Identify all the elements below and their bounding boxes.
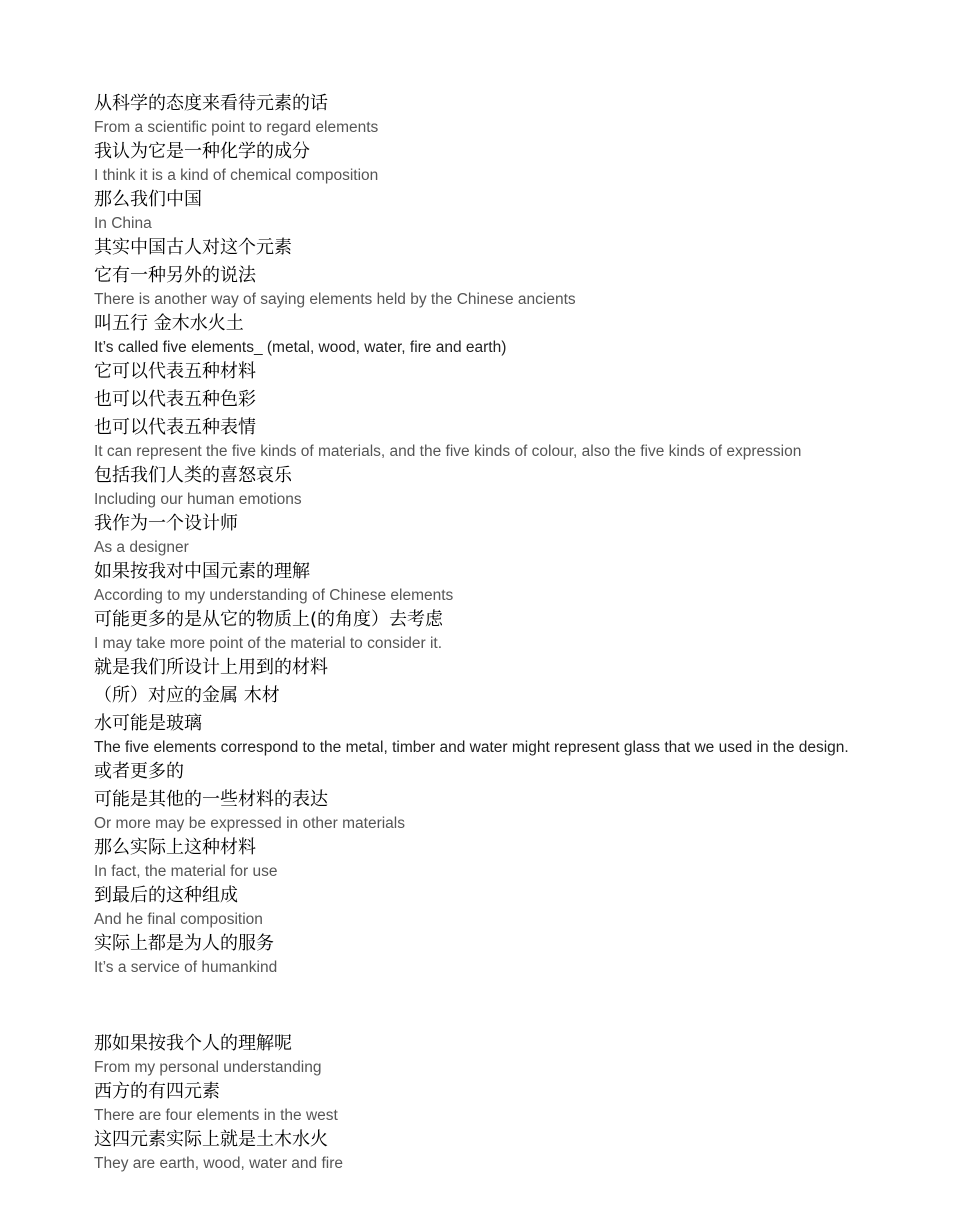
- en-line: According to my understanding of Chinese elements: [94, 587, 454, 604]
- en-line: There are four elements in the west: [94, 1107, 338, 1124]
- zh-line: 就是我们所设计上用到的材料: [94, 657, 328, 678]
- en-line: It can represent the five kinds of materials, and the five kinds of colour, also the five kinds of expression: [94, 443, 802, 460]
- zh-line: 也可以代表五种表情: [94, 417, 256, 438]
- zh-line: 我认为它是一种化学的成分: [94, 141, 310, 162]
- zh-line: 叫五行 金木水火土: [94, 313, 244, 334]
- zh-line: 从科学的态度来看待元素的话: [94, 93, 328, 114]
- en-line: I may take more point of the material to consider it.: [94, 635, 443, 652]
- zh-line: 它可以代表五种材料: [94, 361, 256, 382]
- en-line: Or more may be expressed in other materials: [94, 815, 405, 832]
- zh-line: 水可能是玻璃: [94, 713, 202, 734]
- en-line: In fact, the material for use: [94, 863, 278, 880]
- section-spacer: [94, 980, 874, 1032]
- zh-line: 到最后的这种组成: [94, 885, 238, 906]
- en-line: They are earth, wood, water and fire: [94, 1155, 343, 1172]
- zh-line: 我作为一个设计师: [94, 513, 238, 534]
- zh-line: 西方的有四元素: [94, 1081, 220, 1102]
- en-line: From my personal understanding: [94, 1059, 322, 1076]
- zh-line: 实际上都是为人的服务: [94, 933, 274, 954]
- zh-line: 也可以代表五种色彩: [94, 389, 256, 410]
- document-page: [94, 92, 874, 1176]
- zh-line: 或者更多的: [94, 761, 184, 782]
- zh-line: 包括我们人类的喜怒哀乐: [94, 465, 292, 486]
- zh-line: 那么实际上这种材料: [94, 837, 256, 858]
- zh-line: 那么我们中国: [94, 189, 202, 210]
- zh-line: 那如果按我个人的理解呢: [94, 1033, 292, 1054]
- zh-line: 它有一种另外的说法: [94, 265, 256, 286]
- en-line: It’s a service of humankind: [94, 959, 278, 976]
- en-line: In China: [94, 215, 152, 232]
- zh-line: 可能是其他的一些材料的表达: [94, 789, 328, 810]
- en-line: As a designer: [94, 539, 189, 556]
- en-line: And he final composition: [94, 911, 263, 928]
- zh-line: 可能更多的是从它的物质上(的角度）去考虑: [94, 609, 444, 630]
- zh-line: （所）对应的金属 木材: [94, 685, 280, 706]
- en-line: From a scientific point to regard elements: [94, 119, 379, 136]
- en-line: There is another way of saying elements held by the Chinese ancients: [94, 291, 576, 308]
- zh-line: 这四元素实际上就是土木水火: [94, 1129, 328, 1150]
- zh-line: 如果按我对中国元素的理解: [94, 561, 310, 582]
- en-line: I think it is a kind of chemical composition: [94, 167, 379, 184]
- zh-line: 其实中国古人对这个元素: [94, 237, 292, 258]
- en-line: It’s called five elements_ (metal, wood, water, fire and earth): [94, 339, 507, 356]
- en-paragraph: The five elements correspond to the metal, timber and water might represent glass that we used in the design.: [94, 739, 849, 756]
- en-line: Including our human emotions: [94, 491, 302, 508]
